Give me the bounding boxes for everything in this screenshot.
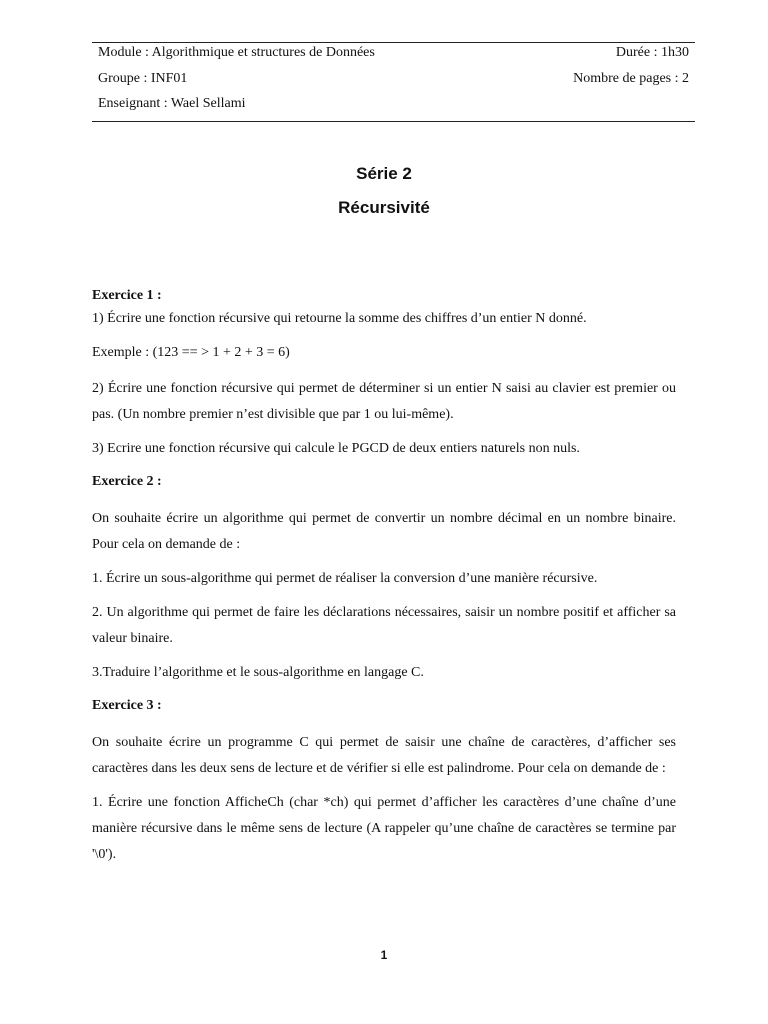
exercise-2-intro: On souhaite écrire un algorithme qui permet de convertir un nombre décimal en un nombre binaire. Pour cela on demande de : xyxy=(92,511,676,552)
exercise-3-intro: On souhaite écrire un programme C qui permet de saisir une chaîne de caractères, d’afficher ses caractères dans les deux sens de lecture et de vérifier si elle est palindrome. Pour cela on demande de : xyxy=(92,735,676,776)
document-body xyxy=(92,286,676,868)
exercise-3-heading: Exercice 3 : xyxy=(92,698,162,713)
teacher-label: Enseignant : Wael Sellami xyxy=(98,96,246,111)
duration-label: Durée : 1h30 xyxy=(615,45,689,60)
exercise-1-question-1: 1) Écrire une fonction récursive qui retourne la somme des chiffres d’un entier N donné. xyxy=(92,311,587,326)
exercise-2-question-3: 3.Traduire l’algorithme et le sous-algorithme en langage C. xyxy=(92,665,424,680)
series-title: Série 2 xyxy=(356,164,412,183)
module-label: Module : Algorithmique et structures de Données xyxy=(98,45,375,60)
exercise-2-heading: Exercice 2 : xyxy=(92,474,162,489)
exercise-1-question-2: 2) Écrire une fonction récursive qui permet de déterminer si un entier N saisi au clavier est premier ou pas. (Un nombre premier n’est divisible que par 1 ou lui-même). xyxy=(92,381,676,422)
exercise-2-question-2: 2. Un algorithme qui permet de faire les déclarations nécessaires, saisir un nombre positif et afficher sa valeur binaire. xyxy=(92,605,676,646)
exercise-2-question-1: 1. Écrire un sous-algorithme qui permet de réaliser la conversion d’une manière récursive. xyxy=(92,571,598,586)
pages-label: Nombre de pages : 2 xyxy=(573,71,689,86)
subject-title: Récursivité xyxy=(338,198,430,217)
exercise-1-heading: Exercice 1 : xyxy=(92,288,162,303)
page-number: 1 xyxy=(380,948,388,962)
exercise-1-question-3: 3) Ecrire une fonction récursive qui calcule le PGCD de deux entiers naturels non nuls. xyxy=(92,441,580,456)
exercise-1-example: Exemple : (123 == > 1 + 2 + 3 = 6) xyxy=(92,345,290,360)
document-header xyxy=(92,42,695,122)
exercise-3-question-1: 1. Écrire une fonction AfficheCh (char *ch) qui permet d’afficher les caractères d’une chaîne d’une manière récursive dans le même sens de lecture (A rappeler qu’une chaîne de caractères se termine par '\0'). xyxy=(92,795,676,862)
group-label: Groupe : INF01 xyxy=(98,71,188,86)
